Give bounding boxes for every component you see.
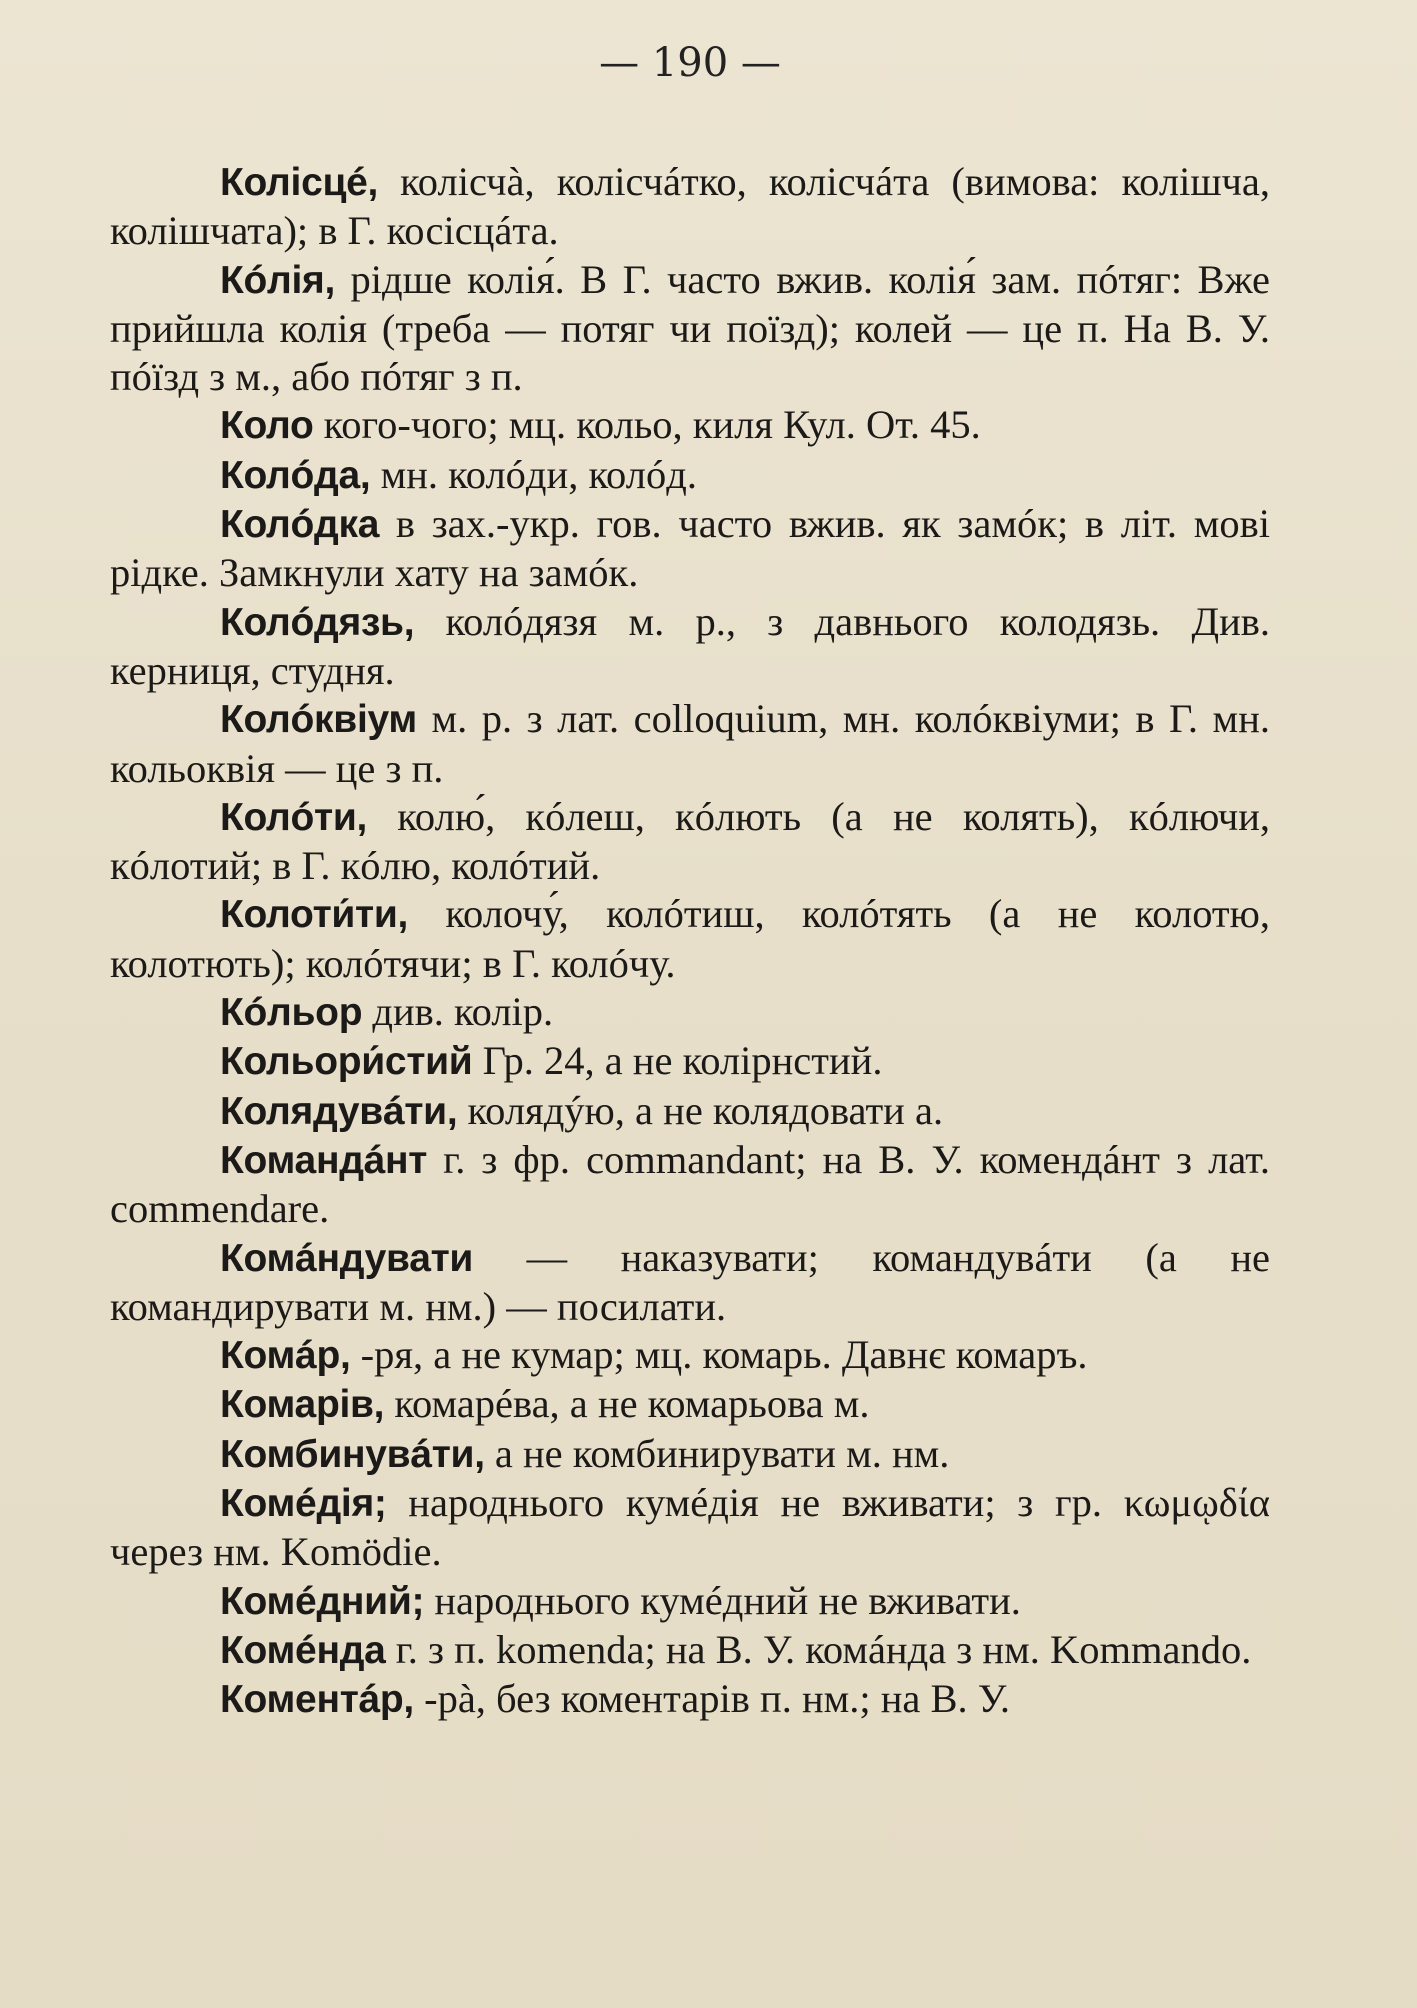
entry-koliya [110,256,1270,402]
headword: Колóти, [220,795,368,839]
entry-body: мн. колóди, колóд. [370,451,697,497]
entry-body: -рà, без коментарів п. нм.; на В. У. [413,1676,1010,1722]
entry-body: в зах.-укр. гов. часто вжив. як замóк; в літ. мові рідке. Замкнули хату на замóк. [110,501,1270,596]
headword: Колóда, [220,453,371,497]
entry-kolisce [110,158,1270,256]
entry-kolokvium [110,695,1270,793]
page-number: — 190 — [599,40,781,86]
headword: Колоти́ти, [220,893,409,937]
entry-kolodyaz [110,598,1270,696]
entry-komentar [110,1675,1270,1724]
entry-body: рідше колія́. В Г. часто вжив. колія́ зам. пóтяг: Вже прийшла колія (треба — потяг чи поїзд); колей — це п. На В. У. пóїзд з м., або пóтяг з п. [110,256,1270,400]
headword: Колóквіум [220,698,417,742]
entry-komandant [110,1136,1270,1234]
headword: Колóдка [220,503,380,547]
entry-komenda [110,1626,1270,1675]
headword: Комéдія; [220,1482,387,1526]
headword: Комарів, [220,1383,385,1427]
entry-body: колісчà, колісчáтко, колісчáта (вимова: колішча, колішчата); в Г. косісцáта. [110,159,1270,254]
entry-body: комарéва, а не комарьова м. [384,1381,870,1427]
entry-body: народнього кумéдний не вживати. [424,1577,1021,1623]
headword: Комéдний; [220,1579,425,1623]
entry-komednyi [110,1577,1270,1626]
entry-body: — наказувати; командувáти (а не командирувати м. нм.) — посилати. [110,1234,1270,1329]
entry-koloda [110,451,1270,500]
entry-body: г. з фр. commandant; на В. У. комендáнт з лат. commendare. [110,1136,1270,1232]
entry-body: колю́, кóлеш, кóлють (а не колять), кóлючи, кóлотий; в Г. кóлю, колóтий. [110,793,1270,889]
headword: Колóдязь, [220,600,415,644]
entry-body: колочу́, колóтиш, колóтять (а не колотю, колотють); колóтячи; в Г. колóчу. [110,891,1270,986]
headword: Коментáр, [220,1678,414,1722]
entry-body: див. колір. [362,989,554,1035]
entry-body: г. з п. komenda; на В. У. комáнда з нм. Kommando. [385,1626,1252,1672]
entry-komariv [110,1380,1270,1429]
headword: Колісцé, [220,161,379,204]
headword: Комáндувати [220,1236,474,1280]
headword: Кóлія, [220,258,336,302]
entry-kolo [110,401,1270,450]
entry-body: -ря, а не кумар; мц. комарь. Давнє комаръ. [350,1332,1088,1378]
headword: Колядувáти, [220,1089,458,1133]
entry-body: колядýю, а не колядовати а. [457,1087,944,1133]
entry-kombinuvaty [110,1430,1270,1479]
entry-kolotyty [110,890,1270,988]
headword: Кольори́стий [220,1040,473,1084]
headword: Комáр, [220,1334,351,1378]
entry-kolyaduvaty [110,1087,1270,1136]
headword: Кóльор [220,991,363,1035]
entry-kolor [110,988,1270,1037]
headword: Командáнт [220,1138,428,1182]
entry-body: Гр. 24, а не колірнстий. [472,1038,883,1084]
entry-komar [110,1331,1270,1380]
entry-body: народнього кумéдія не вживати; з гр. κωμῳδία через нм. Komödie. [110,1480,1270,1575]
entry-komanduvaty [110,1234,1270,1332]
headword: Комéнда [220,1628,386,1672]
headword: Комбинувáти, [220,1432,485,1476]
entry-body: а не комбинирувати м. нм. [484,1430,950,1476]
entry-komediya [110,1479,1270,1577]
entry-body: м. р. з лат. colloquium, мн. колóквіуми; в Г. мн. кольоквія — це з п. [110,696,1270,791]
entry-kolodka [110,500,1270,598]
entry-koloty [110,793,1270,891]
entry-koloristyi [110,1037,1270,1086]
entry-body: колóдязя м. р., з давнього колодязь. Див. керниця, студня. [110,598,1270,693]
headword: Коло [220,404,314,448]
dictionary-text [110,158,1270,1725]
entry-body: кого-чого; мц. кольо, киля Кул. От. 45. [313,402,981,448]
